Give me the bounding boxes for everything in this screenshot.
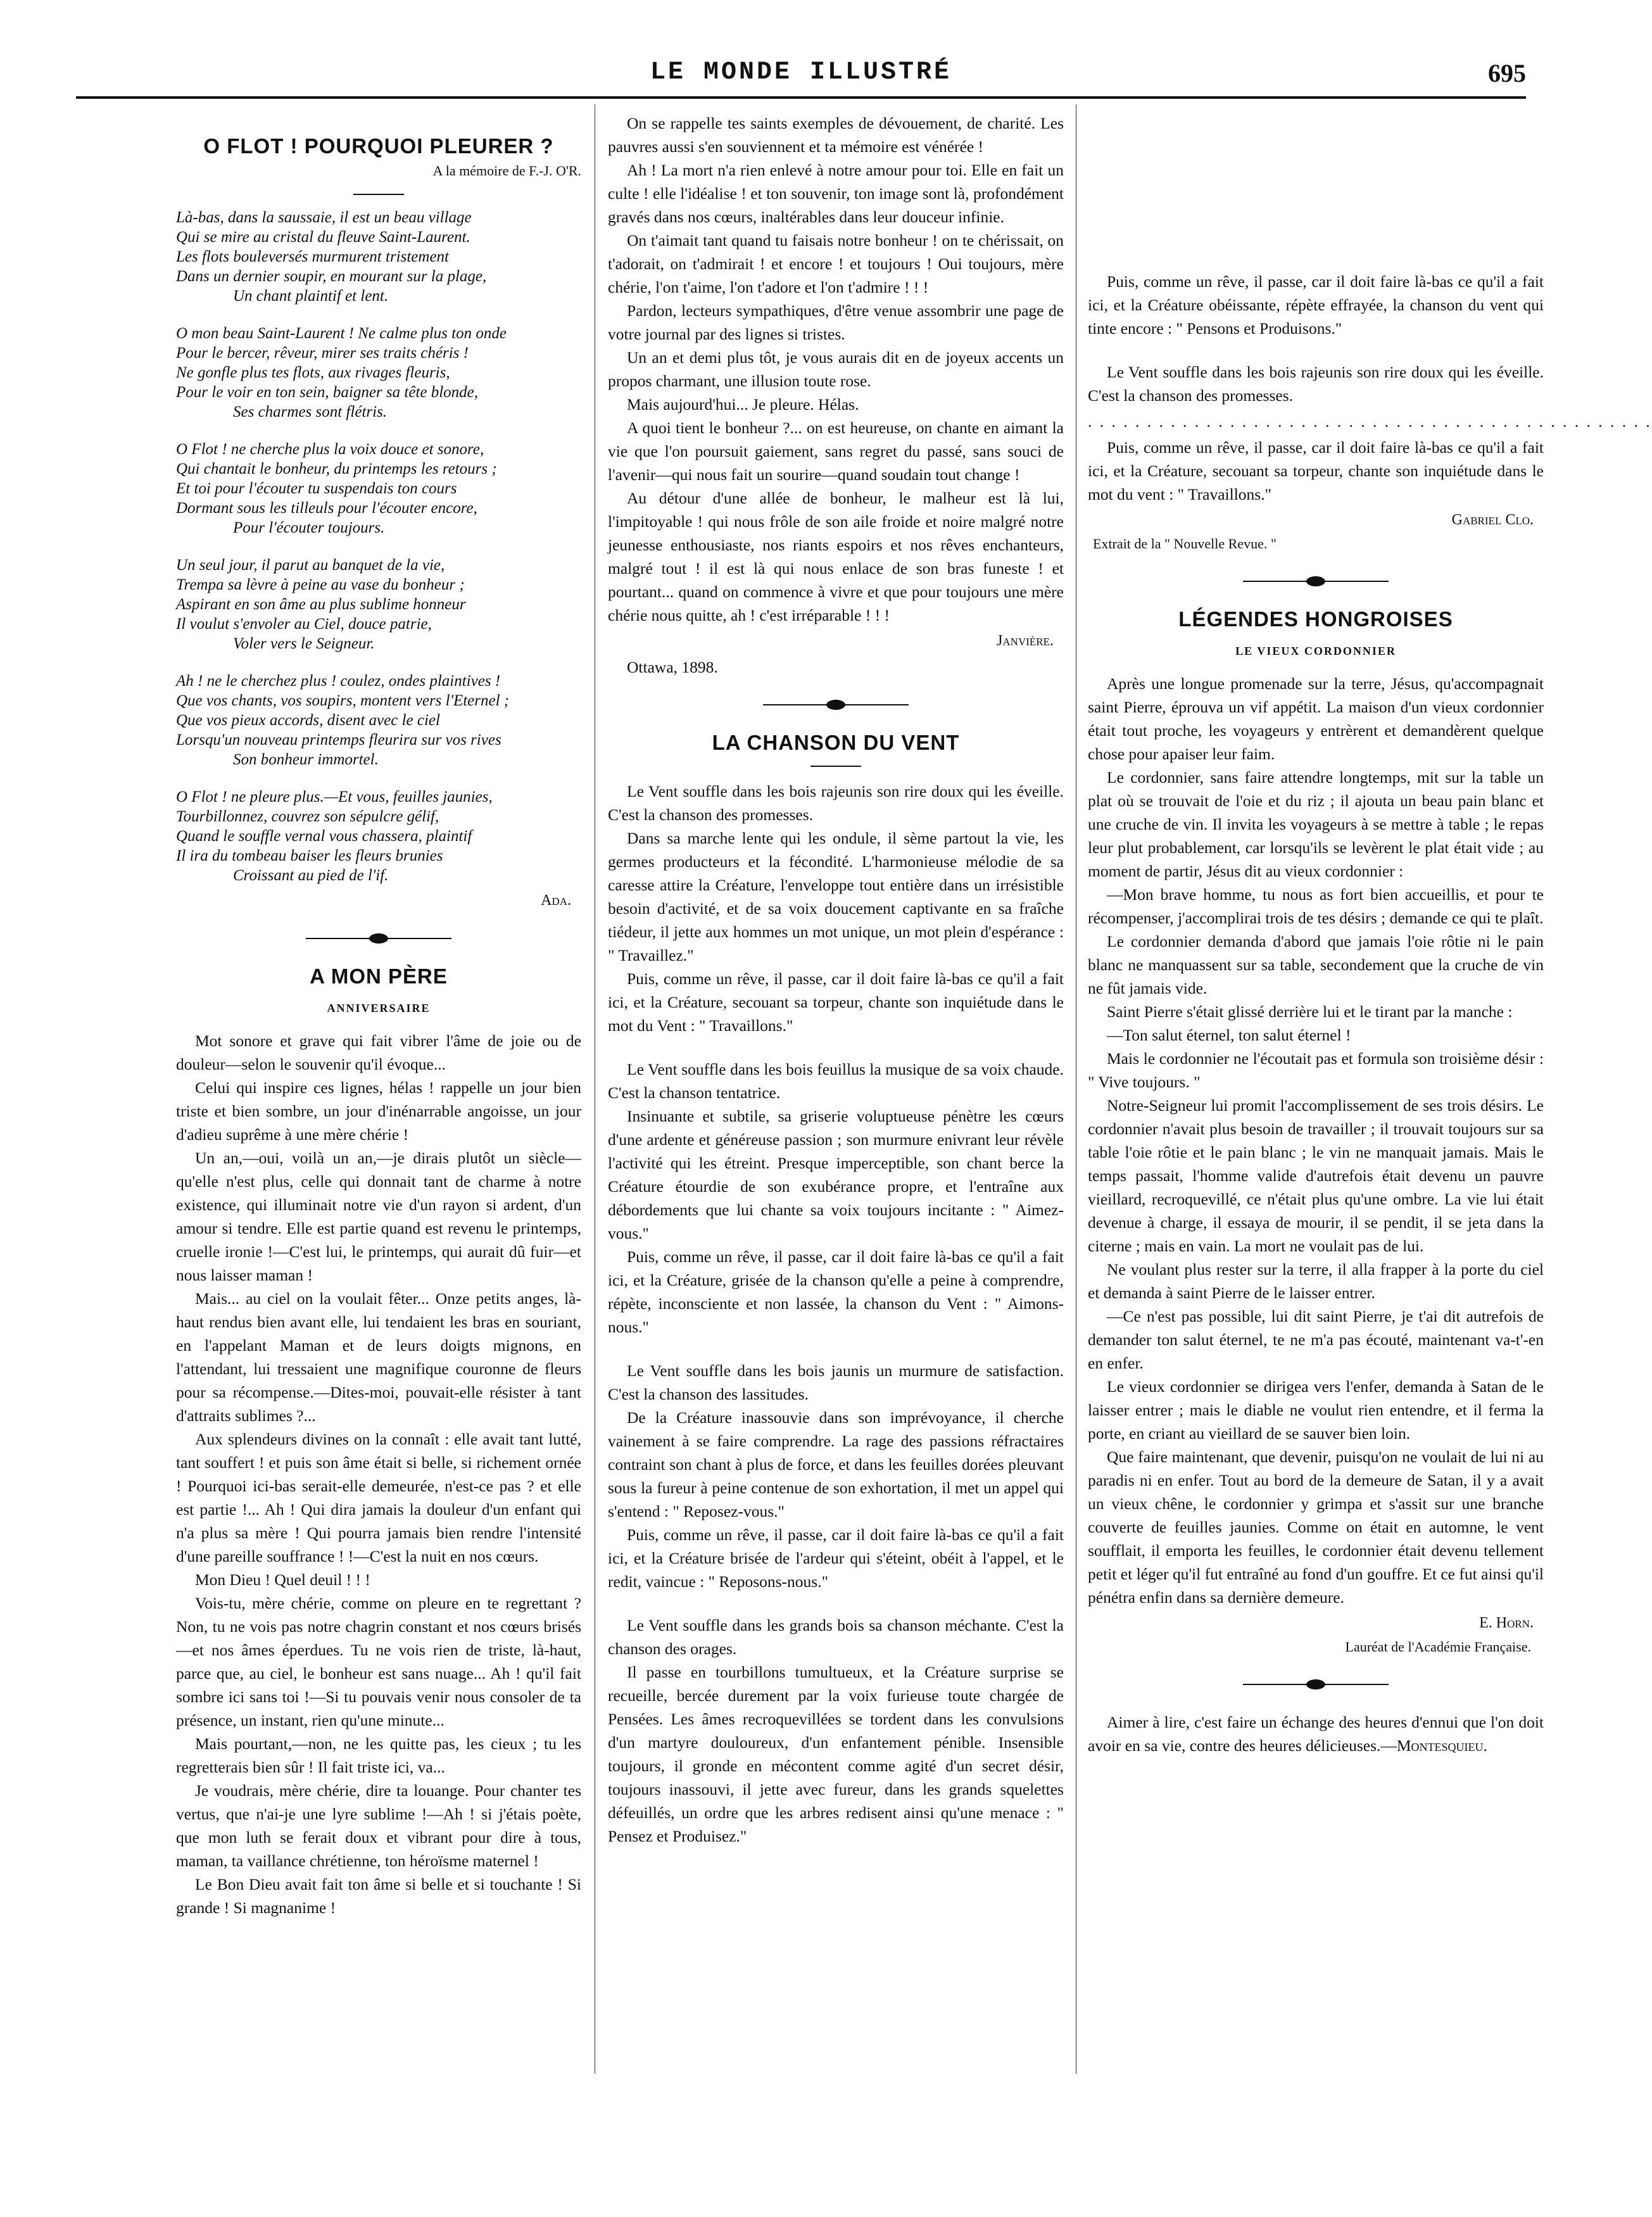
closing-quote [1088, 1710, 1544, 1757]
article-signature: Janvière. [997, 633, 1054, 649]
poem-line: Que vos chants, vos soupirs, montent vers l'Eternel ; [176, 692, 510, 709]
poem-stanza [176, 439, 577, 538]
poem-line: Aspirant en son âme au plus sublime honneur [176, 596, 466, 613]
column-1 [176, 111, 581, 1919]
poem-line: O mon beau Saint-Laurent ! Ne calme plus ton onde [176, 325, 507, 342]
ornament-divider [1243, 1675, 1389, 1694]
title-rule [810, 766, 861, 767]
poem-stanza [176, 555, 577, 654]
ornament-divider [306, 929, 451, 948]
poem-line: Quand le souffle vernal vous chassera, plaintif [176, 828, 472, 845]
poem-line: Tourbillonnez, couvrez son sépulcre gélif, [176, 808, 439, 825]
paragraph: Le Vent souffle dans les grands bois sa chanson méchante. C'est la chanson des orages. [608, 1616, 1064, 1658]
poem-line: O Flot ! ne cherche plus la voix douce et sonore, [176, 441, 484, 458]
quote-text: Aimer à lire, c'est faire un échange des heures d'ennui que l'on doit avoir en sa vie, contre des heures délicieuses.— [1088, 1713, 1544, 1755]
paragraph: On t'aimait tant quand tu faisais notre bonheur ! on te chérissait, on t'adorait, on t'admirait ! et encore ! et toujours ! Oui toujours, mère chérie, l'on t'aime, l'on t'adore et l'on t'admire ! ! ! [608, 231, 1064, 296]
paragraph: Dans sa marche lente qui les ondule, il sème partout la vie, les germes producteurs et la fécondité. L'harmonieuse mélodie de sa caresse attire la Créature, l'enveloppe tout entière dans un irrésistible besoin d'activité, et de sa voix doucement captivante en sa fraîche tiédeur, il jette aux hommes un mot unique, un mot plein d'espérance : " Travaillez." [608, 829, 1064, 964]
paragraph: Saint Pierre s'était glissé derrière lui et le tirant par la manche : [1107, 1002, 1513, 1021]
paragraph: Puis, comme un rêve, il passe, car il doit faire là-bas ce qu'il a fait ici, et la Créature, grisée de la chanson qu'elle a peine à comprendre, répète, inconsciente et non lassée, la chanson du Vent : " Aimons-nous." [608, 1247, 1064, 1336]
poem-line: Ne gonfle plus tes flots, aux rivages fleuris, [176, 364, 450, 381]
article-subtitle: LE VIEUX CORDONNIER [1235, 645, 1396, 657]
article-signature: Gabriel Clo. [1451, 512, 1534, 528]
poem-line: Là-bas, dans la saussaie, il est un beau village [176, 209, 472, 226]
paragraph: Notre-Seigneur lui promit l'accomplissement de ses trois désirs. Le cordonnier n'avait plus besoin de travailler ; il trouvait toujours sur sa table l'oie rôtie et le pain blanc ; le vin ne manquait jamais. Mais le temps passait, l'homme valide d'autrefois était devenu un pauvre vieillard, recroquevillé, ce n'était plus qu'une ombre. La vie lui était devenue à charge, il essaya de mourir, il se pendit, il se jeta dans la citerne ; mais en vain. La mort ne voulait pas de lui. [1088, 1096, 1544, 1255]
paragraph: Le Vent souffle dans les bois rajeunis son rire doux qui les éveille. C'est la chanson des promesses. [608, 782, 1064, 824]
paragraph: De la Créature inassouvie dans son imprévoyance, il cherche vainement à se faire comprendre. La rage des passions réfractaires contraint son chant à plus de force, et dans les feuilles dorées pleuvant sous la fureur à peine contenue de son exhortation, il met un appel qui s'entend : " Reposez-vous." [608, 1408, 1064, 1520]
poem-line: Dans un dernier soupir, en mourant sur la plage, [176, 268, 487, 285]
paragraph: Ne voulant plus rester sur la terre, il alla frapper à la porte du ciel et demanda à saint Pierre de le laisser entrer. [1088, 1260, 1544, 1302]
poem-dedication: A la mémoire de F.-J. O'R. [432, 163, 581, 179]
poem-line: Ah ! ne le cherchez plus ! coulez, ondes plaintives ! [176, 673, 501, 690]
poem-line: Un chant plaintif et lent. [233, 287, 389, 305]
poem-line: O Flot ! ne pleure plus.—Et vous, feuilles jaunies, [176, 788, 493, 805]
poem-line: Qui chantait le bonheur, du printemps les retours ; [176, 460, 497, 477]
poem-stanza [176, 787, 577, 885]
article-title: LÉGENDES HONGROISES [1178, 607, 1453, 631]
paragraph: Puis, comme un rêve, il passe, car il doit faire là-bas ce qu'il a fait ici, et la Créature, secouant sa torpeur, chante son inquiétude dans le mot du vent : " Travaillons." [1088, 438, 1544, 503]
paragraph: Un an et demi plus tôt, je vous aurais dit en de joyeux accents un propos charmant, une illusion toute rose. [608, 348, 1064, 390]
column-2 [608, 111, 1064, 1848]
paragraph: Puis, comme un rêve, il passe, car il doit faire là-bas ce qu'il a fait ici, et la Créature obéissante, répète effrayée, la chanson du vent qui tinte encore : " Pensons et Produisons." [1088, 272, 1544, 338]
ornament-divider [1243, 572, 1389, 591]
paragraph: Insinuante et subtile, sa griserie voluptueuse pénètre les cœurs d'une ardente et généreuse passion ; son murmure enivrant leur révèle l'activité qui les étreint. Presque imperceptible, son chant berce la Créature étourdie de son exubérance propre, et l'entraîne aux débordements que lui chante sa voix toujours incitante : " Aimez-vous." [608, 1107, 1064, 1242]
paragraph: A quoi tient le bonheur ?... on est heureuse, on chante en aimant la vie que l'on poursuit gaiement, sans regret du passé, sans souci de l'avenir—qui nous fait un sourire—quand soudain tout change ! [608, 419, 1064, 484]
poem-title: O FLOT ! POURQUOI PLEURER ? [203, 134, 554, 158]
article-title: A MON PÈRE [310, 964, 448, 988]
column-3 [1088, 111, 1652, 1757]
paragraph: Puis, comme un rêve, il passe, car il doit faire là-bas ce qu'il a fait ici, et la Créature brisée de l'ardeur qui s'éteint, obéit à l'appel, et le redit, vaincue : " Reposons-nous." [608, 1525, 1064, 1591]
paragraph: On se rappelle tes saints exemples de dévouement, de charité. Les pauvres aussi s'en souviennent et ta mémoire est vénérée ! [608, 114, 1064, 156]
title-rule [353, 194, 404, 195]
paragraph: Le vieux cordonnier se dirigea vers l'enfer, demanda à Satan de le laisser entrer ; mais le diable ne voulut rien entendre, et il ferma la porte, en criant au vieillard de se sauver bien loin. [1088, 1377, 1544, 1443]
paragraph: Pardon, lecteurs sympathiques, d'être venue assombrir une page de votre journal par des lignes si tristes. [608, 301, 1064, 343]
paragraph: Le Bon Dieu avait fait ton âme si belle et si touchante ! Si grande ! Si magnanime ! [176, 1875, 581, 1917]
paragraph: —Mon brave homme, tu nous as fort bien accueillis, et pour te récompenser, j'accomplirai trois de tes désirs ; demande ce qui te plaît. [1088, 885, 1544, 927]
poem-line: Un seul jour, il parut au banquet de la vie, [176, 557, 445, 574]
paragraph: Après une longue promenade sur la terre, Jésus, qu'accompagnait saint Pierre, éprouva un vif appétit. La maison d'un vieux cordonnier était tout proche, les voyageurs y entrèrent et demandèrent quelque chose pour apaiser leur faim. [1088, 674, 1544, 763]
paragraph: Mais le cordonnier ne l'écoutait pas et formula son troisième désir : " Vive toujours. " [1088, 1049, 1544, 1091]
poem-line: Pour l'écouter toujours. [233, 519, 385, 536]
paragraph: Mais... au ciel on la voulait fêter... Onze petits anges, là-haut rendus bien avant elle, lui tendaient les bras en souriant, en l'appelant Maman et de leurs doigts mignons, en l'attendant, lui tressaient une magnifique couronne de fleurs pour sa récompense.—Dites-moi, pouvait-elle résister à tant d'attraits sublimes ?... [176, 1289, 581, 1425]
dotted-separator: . . . . . . . . . . . . . . . . . . . . . . . . . . . . . . . . . . . . . . . . . . . . . . . . [1088, 412, 1652, 431]
page-number: 695 [1488, 59, 1526, 87]
poem-line: Lorsqu'un nouveau printemps fleurira sur vos rives [176, 731, 501, 748]
paragraph: Il passe en tourbillons tumultueux, et la Créature surprise se recueille, bercée durement par la voix furieuse toute chargée de Pensées. Les âmes recroquevillées se tordent dans les convulsions d'un martyre douloureux, d'un enfantement pénible. Insensible toujours, il gronde en mécontent comme agité d'un secret désir, toujours inassouvi, il jette avec fureur, dans les grands squelettes défeuillés, un ordre que les arbres redisent ainsi qu'une menace : " Pensez et Produisez." [608, 1663, 1064, 1845]
ornament-divider [763, 695, 909, 714]
paragraph: Mot sonore et grave qui fait vibrer l'âme de joie ou de douleur—selon le souvenir qu'il évoque... [176, 1032, 581, 1073]
article-subtitle: ANNIVERSAIRE [327, 1002, 431, 1014]
poem-stanza [176, 671, 577, 769]
poem-line: Et toi pour l'écouter tu suspendais ton cours [176, 480, 457, 497]
paragraph: Le cordonnier demanda d'abord que jamais l'oie rôtie ni le pain blanc ne manquassent sur sa table, secondement que la cruche de vin ne fût jamais vide. [1088, 932, 1544, 997]
article-place-date: Ottawa, 1898. [627, 658, 718, 676]
poem-line: Il voulut s'envoler au Ciel, douce patrie, [176, 616, 432, 633]
paragraph: —Ton salut éternel, ton salut éternel ! [1107, 1026, 1351, 1044]
article-source: Extrait de la " Nouvelle Revue. " [1093, 536, 1277, 552]
article-credit: Lauréat de l'Académie Française. [1345, 1639, 1531, 1655]
poem-line: Pour le voir en ton sein, baigner sa tête blonde, [176, 384, 479, 401]
newspaper-title: LE MONDE ILLUSTRÉ [650, 58, 952, 87]
paragraph: Mais pourtant,—non, ne les quitte pas, les cieux ; tu les regretterais bien sûr ! Il fait triste ici, va... [176, 1734, 581, 1776]
paragraph: Au détour d'une allée de bonheur, le malheur est là lui, l'impitoyable ! qui nous frôle de son aile froide et noire malgré notre jeunesse enthousiaste, nos riants espoirs et nos rêves enchanteurs, malgré tout ! il est là qui nous enlace de son bras funeste ! et pourtant... quand on commence à vivre et que pour toujours une mère chérie nous quitte, ah ! c'est irréparable ! ! ! [608, 489, 1064, 624]
paragraph: —Ce n'est pas possible, lui dit saint Pierre, je t'ai dit autrefois de demander ton salut éternel, te ne m'a pas écouté, maintenant va-t'-en en enfer. [1088, 1307, 1544, 1372]
poem-line: Pour le bercer, rêveur, mirer ses traits chéris ! [176, 344, 469, 362]
paragraph: Le Vent souffle dans les bois rajeunis son rire doux qui les éveille. C'est la chanson des promesses. [1088, 363, 1544, 405]
poem-line: Que vos pieux accords, disent avec le ciel [176, 712, 440, 729]
paragraph: Le Vent souffle dans les bois feuillus la musique de sa voix chaude. C'est la chanson tentatrice. [608, 1060, 1064, 1102]
paragraph: Un an,—oui, voilà un an,—je dirais plutôt un siècle—qu'elle n'est plus, celle qui donnait tant de charme à notre existence, qui illuminait notre vie d'un rayon si ardent, d'un amour si tendre. Elle est partie quand est revenu le printemps, cruelle ironie !—C'est lui, le printemps, qui aurait dû fuir—et nous laisser maman ! [176, 1149, 581, 1284]
paragraph: Mais aujourd'hui... Je pleure. Hélas. [627, 395, 859, 414]
paragraph: Ah ! La mort n'a rien enlevé à notre amour pour toi. Elle en fait un culte ! elle l'idéalise ! et ton souvenir, ton image sont là, profondément gravés dans nos cœurs, inaltérables dans leur douceur infinie. [608, 161, 1064, 226]
poem-line: Ses charmes sont flétris. [233, 403, 388, 420]
poem-line: Les flots bouleversés murmurent tristement [176, 248, 449, 265]
paragraph: Aux splendeurs divines on la connaît : elle avait tant lutté, tant souffert ! et puis son âme était si belle, si richement ornée ! Pourquoi ici-bas serait-elle demeurée, n'est-ce pas ? et elle est partie !... Ah ! Qui dira jamais la douleur d'un enfant qui n'a plus sa mère ! Qui pourra jamais bien rendre l'intensité d'une pareille souffrance ! !—C'est la nuit en nos cœurs. [176, 1430, 581, 1565]
paragraph: Le Vent souffle dans les bois jaunis un murmure de satisfaction. C'est la chanson des lassitudes. [608, 1361, 1064, 1403]
paragraph: Puis, comme un rêve, il passe, car il doit faire là-bas ce qu'il a fait ici, et la Créature, secouant sa torpeur, chante son inquiétude dans le mot du Vent : " Travaillons." [608, 970, 1064, 1035]
paragraph: Que faire maintenant, que devenir, puisqu'on ne voulait de lui ni au paradis ni en enfer. Tout au bord de la demeure de Satan, il y a avait un vieux chêne, le cordonnier y grimpa et s'assit sur une branche couverte de feuilles jaunies. Comme on était en automne, le vent soufflait, il emporta les feuilles, le cordonnier était devenu tellement petit et léger qu'il fut entraîné au fond d'un gouffre. Et ce fut ainsi qu'il pénétra enfin dans sa dernière demeure. [1088, 1448, 1544, 1607]
paragraph: Le cordonnier, sans faire attendre longtemps, mit sur la table un plat où se trouvait de l'oie et du riz ; il ajouta un beau pain blanc et une cruche de vin. Il invita les voyageurs à se mettre à table ; le repas leur plut probablement, car lorsqu'ils se levèrent le plat était vide ; au moment de partir, Jésus dit au vieux cordonnier : [1088, 768, 1544, 880]
poem-line: Il ira du tombeau baiser les fleurs brunies [176, 847, 443, 864]
header-rule [76, 96, 1526, 99]
paragraph: Celui qui inspire ces lignes, hélas ! rappelle un jour bien triste et bien sombre, un jour d'inénarrable angoisse, un jour d'adieu suprême à une mère chérie ! [176, 1078, 581, 1144]
poem-line: Qui se mire au cristal du fleuve Saint-Laurent. [176, 229, 470, 246]
paragraph: Vois-tu, mère chérie, comme on pleure en te regrettant ? Non, tu ne vois pas notre chagrin constant et nos cœurs brisés—et nos âmes éperdues. Tu ne vois rien de triste, là-haut, parce que, au ciel, le bonheur est sans nuage... Ah ! qu'il fait sombre ici sans toi !—Si tu pouvais venir nous consoler de ta présence, un instant, rien qu'une minute... [176, 1594, 581, 1729]
paragraph: Je voudrais, mère chérie, dire ta louange. Pour chanter tes vertus, que n'ai-je une lyre sublime !—Ah ! si j'étais poète, que mon luth se ferait doux et vibrant pour dire à tous, maman, ta vaillance chrétienne, ton héroïsme maternel ! [176, 1781, 581, 1870]
poem-line: Croissant au pied de l'if. [233, 867, 389, 884]
article-title: LA CHANSON DU VENT [712, 731, 960, 754]
poem-body [176, 208, 581, 885]
paragraph: Mon Dieu ! Quel deuil ! ! ! [195, 1570, 370, 1589]
poem-line: Voler vers le Seigneur. [233, 635, 375, 652]
article-signature: E. Horn. [1479, 1615, 1534, 1631]
poem-stanza [176, 324, 577, 422]
poem-signature: Ada. [541, 892, 571, 909]
poem-line: Dormant sous les tilleuls pour l'écouter encore, [176, 500, 477, 517]
poem-line: Trempa sa lèvre à peine au vase du bonheur ; [176, 576, 465, 593]
poem-stanza [176, 208, 577, 306]
poem-line: Son bonheur immortel. [233, 751, 379, 768]
quote-author: Montesquieu. [1396, 1736, 1487, 1755]
